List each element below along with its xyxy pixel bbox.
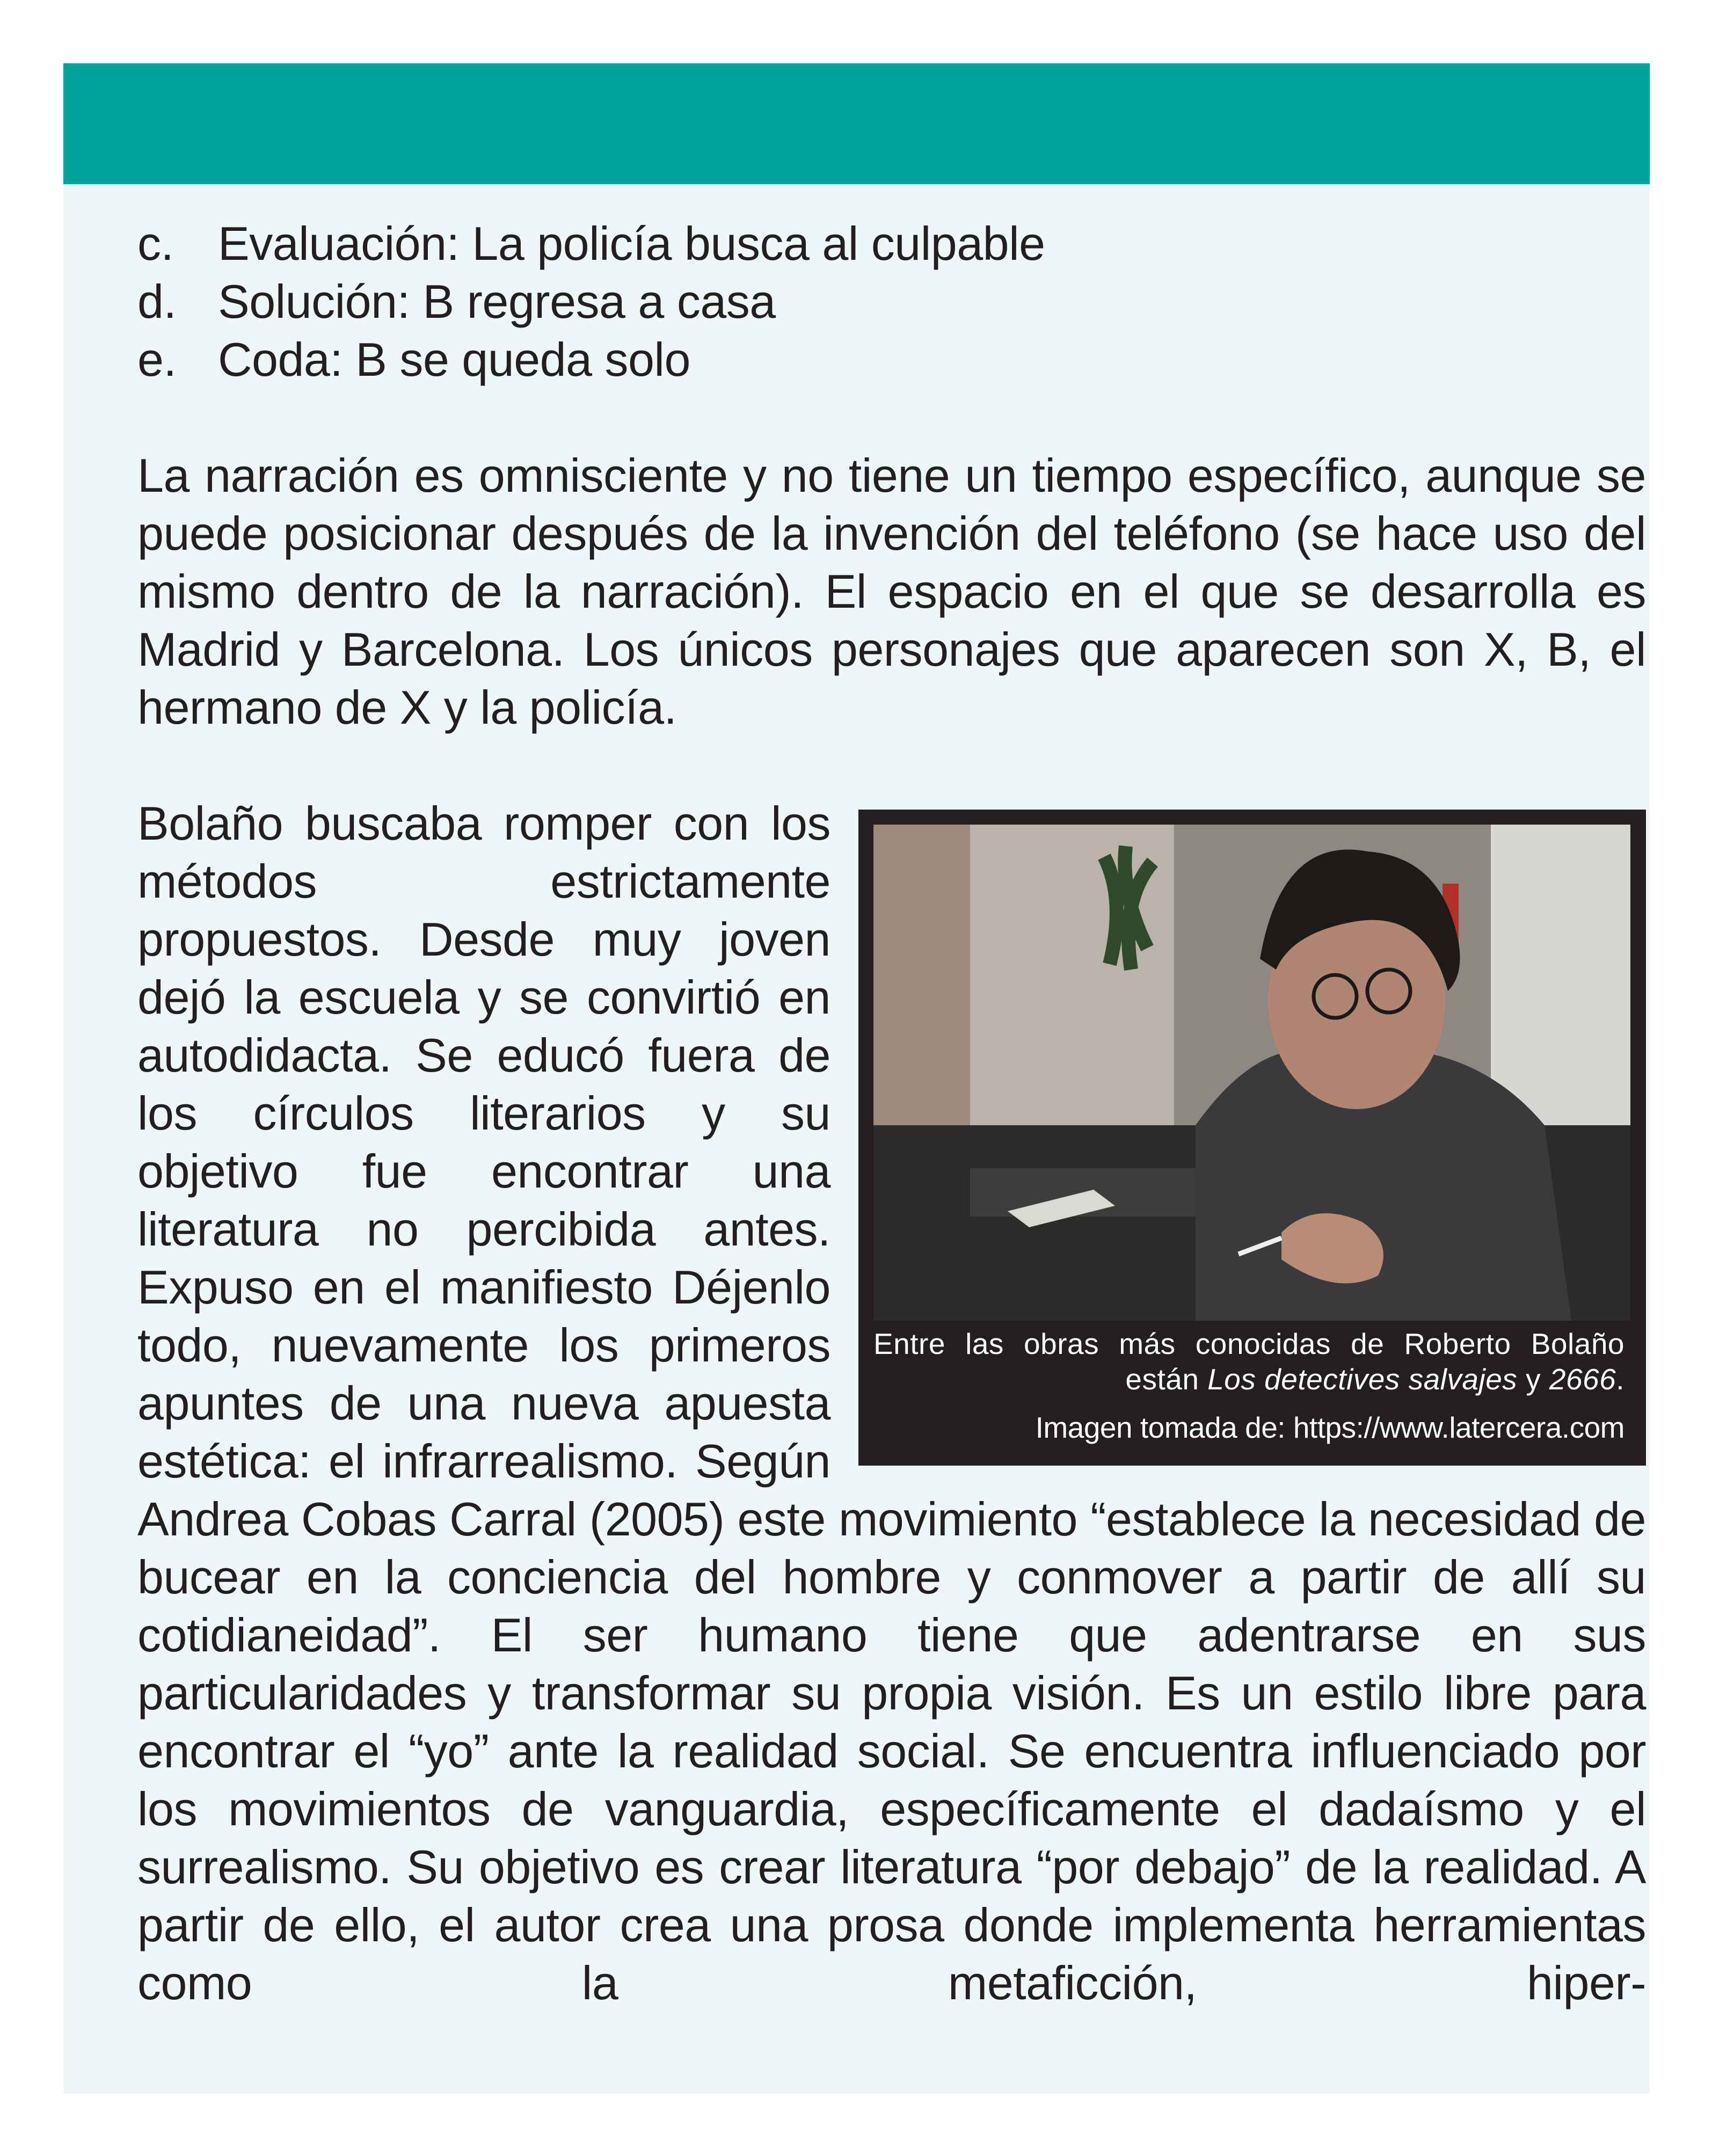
list-item-text: Coda: B se queda solo (218, 333, 690, 386)
list-item-letter: d. (137, 275, 177, 328)
paragraph-bolano-wrap (137, 795, 1646, 2012)
figure-caption (873, 1326, 1624, 1397)
figure-credit: Imagen tomada de: https://www.latercera.com (1035, 1411, 1624, 1444)
caption-end: . (1616, 1363, 1624, 1396)
caption-title-2: 2666 (1549, 1363, 1616, 1396)
main-content (137, 215, 1646, 2012)
list-item-text: Solución: B regresa a casa (218, 275, 776, 328)
list-item (137, 215, 1646, 273)
figure (858, 810, 1646, 1466)
page (63, 63, 1650, 2094)
paragraph-bolano: Bolaño buscaba romper con los métodos estrictamente propuestos. Desde muy joven dejó la escuela y se convirtió en autodidacta. Se educó fuera de los círculos literarios y su objetivo fue encontrar una literatura no percibida antes. Expuso en el manifiesto Déjenlo todo, nuevamente los primeros apuntes de una nueva apuesta estética: el infrarrealismo. Según Andrea Cobas Carral (2005) este movimiento “establece la necesidad de bucear en la conciencia del hombre y conmover a partir de allí su cotidianeidad”. El ser humano tiene que adentrarse en sus particularidades y transformar su propia visión. Es un estilo libre para encontrar el “yo” ante la realidad social. Se encuentra influenciado por los movimientos de vanguardia, específicamente el dadaísmo y el surrealismo. Su objetivo es crear literatura “por debajo” de la realidad. A partir de ello, el autor crea una prosa donde implementa herramientas como la metaficción, hiper- (137, 797, 1646, 2009)
header-band (63, 63, 1650, 184)
list-item (137, 273, 1646, 331)
author-photo (873, 825, 1630, 1321)
list-item-letter: e. (137, 333, 177, 386)
author-photo-image (873, 825, 1630, 1321)
list-item-letter: c. (137, 217, 174, 270)
caption-text: Entre las obras más conocidas de Roberto Bolaño están (873, 1327, 1624, 1396)
list-item (137, 331, 1646, 389)
list (137, 215, 1646, 389)
caption-title-1: Los detectives salvajes (1207, 1363, 1518, 1396)
paragraph-narration: La narración es omnisciente y no tiene un tiempo específico, aunque se puede posicionar después de la invención del teléfono (se hace uso del mismo dentro de la narración). El espacio en el que se desarrolla es Madrid y Barcelona. Los únicos personajes que aparecen son X, B, el hermano de X y la policía. (137, 449, 1646, 734)
list-item-text: Evaluación: La policía busca al culpable (218, 217, 1045, 270)
caption-and: y (1517, 1363, 1549, 1396)
